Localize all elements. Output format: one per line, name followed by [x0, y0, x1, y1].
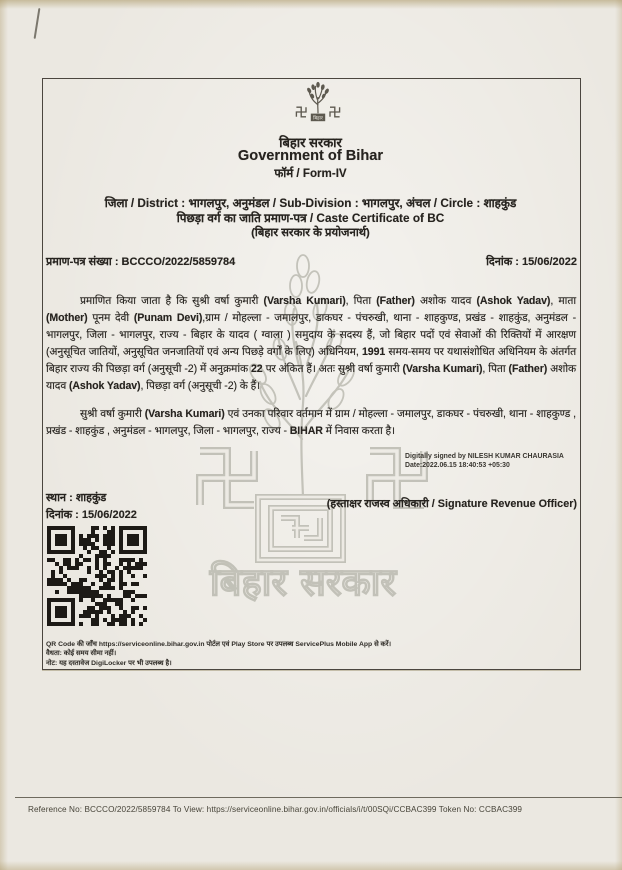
certificate-title: पिछड़ा वर्ग का जाति प्रमाण-पत्र / Caste Certificate of BC — [176, 211, 445, 225]
issue-place: स्थान : शाहकुंड — [46, 492, 107, 504]
digital-signature-block — [405, 452, 577, 470]
digital-signature-date: Date:2022.06.15 18:40:53 +05:30 — [405, 462, 510, 469]
certificate-date: दिनांक : 15/06/2022 — [486, 256, 577, 268]
validity-note: वैधता: कोई समय सीमा नहीं। — [46, 650, 117, 658]
footer-divider — [15, 797, 622, 798]
signature-officer-label: (हस्ताक्षर राजस्व अधिकारी / Signature Revenue Officer) — [326, 498, 577, 510]
scan-pen-mark — [34, 8, 41, 39]
certificate-body — [46, 293, 576, 440]
digital-signature-signer: Digitally signed by NILESH KUMAR CHAURASIA — [405, 453, 564, 460]
emblem-plaque-text: बिहार — [313, 116, 323, 122]
qr-notes-block — [46, 640, 466, 668]
certificate-paragraph-1: प्रमाणित किया जाता है कि सुश्री वर्षा कुमारी (Varsha Kumari), पिता (Father) अशोक यादव (Ashok Yadav), माता (Mother) पूनम देवी (Punam Devi),ग्राम / मोहल्ला - जमालपुर, डाकघर - पंचरुखी, थाना - शाहकुण्ड, प्रखंड - शाहकुंड, अनुमंडल - भागलपुर, जिला - भागलपुर, राज्य - बिहार के यादव ( ग्वाला ) समुदाय के सदस्य हैं, जो बिहार पदों एवं सेवाओं की रिक्तियों में आरक्षण (अनुसूचित जातियों, अनुसूचित जनजातियों एवं अन्य पिछड़े वर्गों के लिए) अधिनियम, 1991 समय-समय पर यथासंशोधित अधिनियम के अंतर्गत बिहार राज्य की पिछड़ा वर्ग (अनुसूची -2) में अनुक्रमांक 22 पर अंकित हैं। अतः सुश्री वर्षा कुमारी (Varsha Kumari), पिता (Father) अशोक यादव (Ashok Yadav), पिछड़ा वर्ग (अनुसूची -2) के हैं। — [46, 295, 577, 392]
form-number: फॉर्म / Form-IV — [274, 167, 347, 180]
government-name-hindi: बिहार सरकार — [279, 135, 342, 150]
certificate-paragraph-2: सुश्री वर्षा कुमारी (Varsha Kumari) एवं उनका परिवार वर्तमान में ग्राम / मोहल्ला - जमालपुर, डाकघर - पंचरुखी, थाना - शाहकुण्ड , प्रखंड - शाहकुंड , अनुमंडल - भागलपुर, जिला - भागलपुर, राज्य - BIHAR में निवास करता है। — [46, 408, 576, 438]
digilocker-note: नोट: यह दस्तावेज DigiLocker पर भी उपलब्ध है। — [46, 659, 172, 667]
certificate-purpose: (बिहार सरकार के प्रयोजनार्थ) — [251, 227, 370, 239]
qr-verification-note: QR Code की जाँच https://serviceonline.bihar.gov.in पोर्टल एवं Play Store पर उपलब्ध ServicePlus Mobile App से करें। — [46, 641, 392, 648]
certificate-number: प्रमाण-पत्र संख्या : BCCCO/2022/5859784 — [46, 256, 236, 268]
issue-place-date-block — [46, 490, 137, 523]
footer-reference-line: Reference No: BCCCO/2022/5859784 To View: https://serviceonline.bihar.gov.in/officials/i/t/00SQi/CCBAC399 Token No: CCBAC399 — [28, 805, 523, 814]
district-subdivision-circle-line: जिला / District : भागलपुर, अनुमंडल / Sub-Division : भागलपुर, अंचल / Circle : शाहकुंड — [104, 196, 517, 210]
government-name-english: Government of Bihar — [237, 148, 384, 164]
bihar-government-emblem — [292, 80, 344, 128]
qr-code — [47, 526, 147, 626]
issue-date: दिनांक : 15/06/2022 — [46, 508, 137, 521]
watermark-text: बिहार सरकार — [209, 560, 397, 604]
